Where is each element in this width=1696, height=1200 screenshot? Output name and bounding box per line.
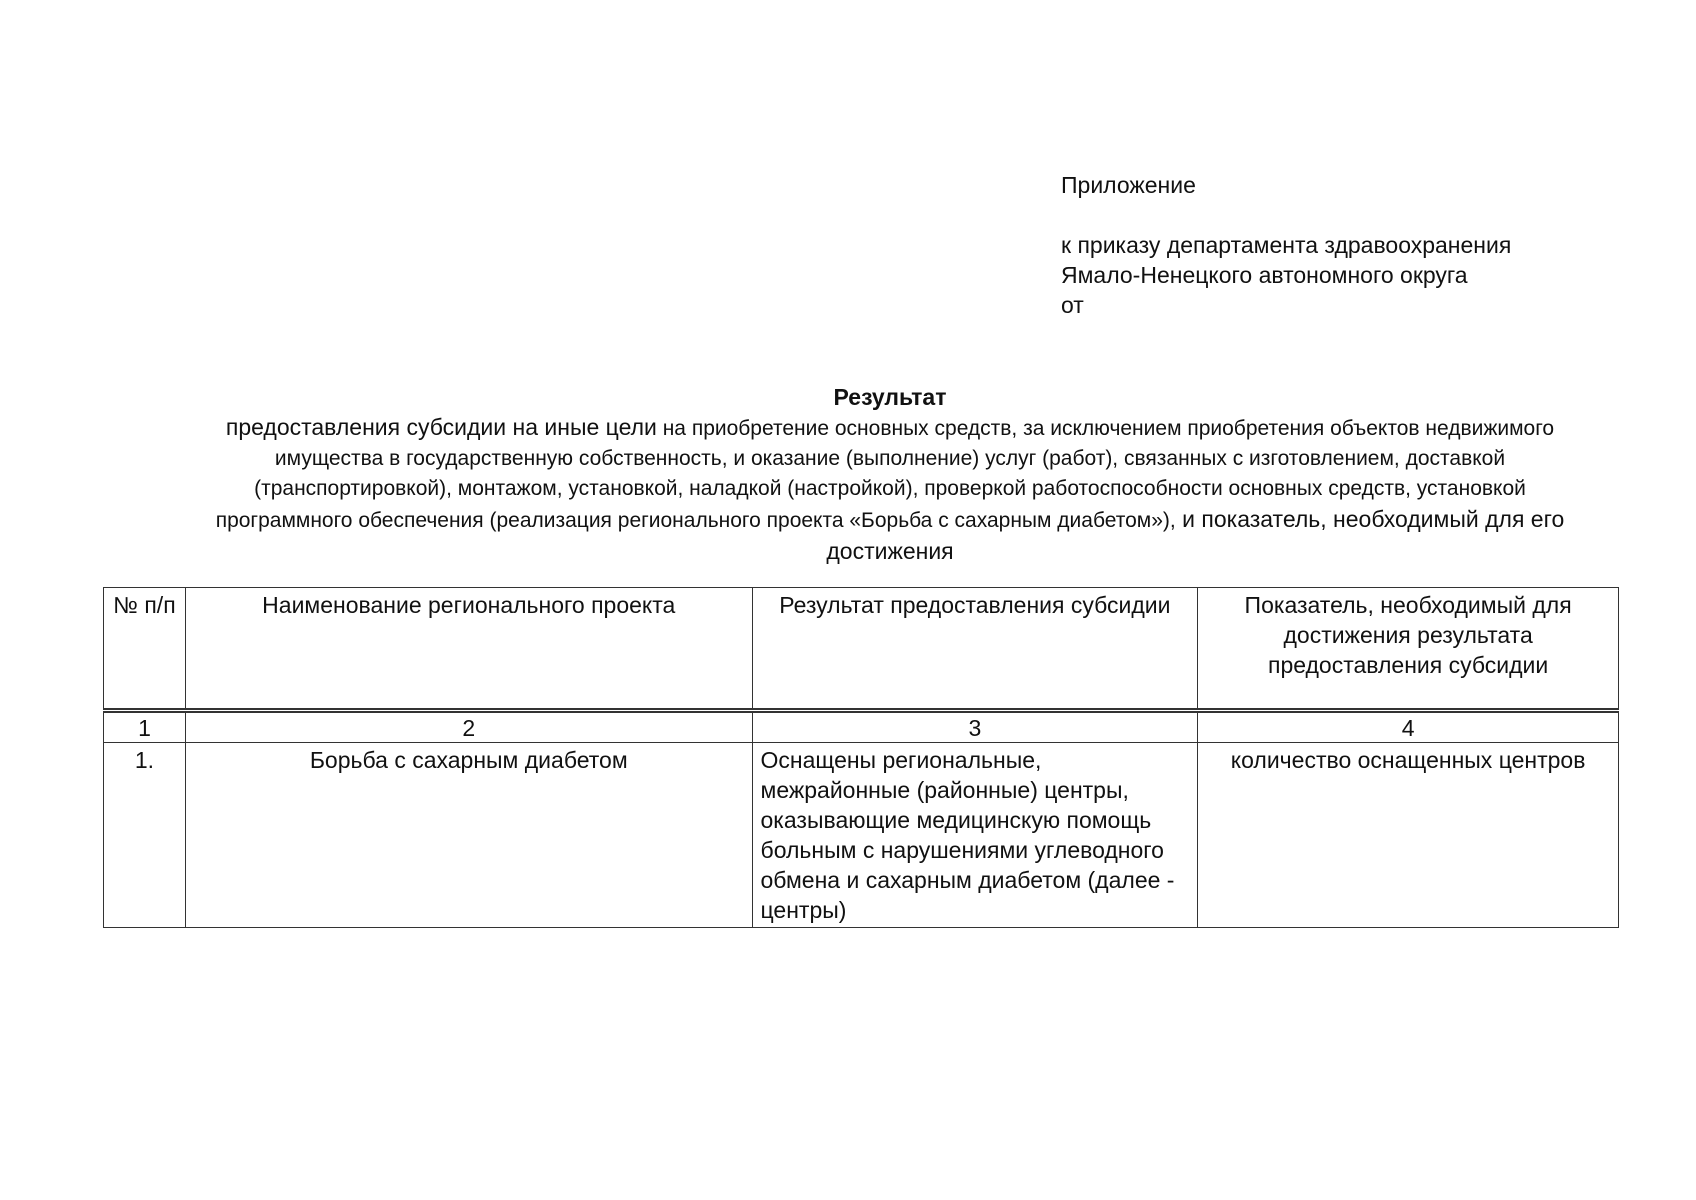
row-project: Борьба с сахарным диабетом [185, 743, 752, 928]
row-result: Оснащены региональные, межрайонные (районные) центры, оказывающие медицинскую помощь больным с нарушениями углеводного обмена и сахарным диабетом (далее - центры) [752, 743, 1198, 928]
header-indicator: Показатель, необходимый для достижения результата предоставления субсидии [1198, 588, 1619, 711]
column-number: 2 [185, 711, 752, 743]
row-number: 1. [104, 743, 186, 928]
subtitle-part-2: на приобретение основных средств, за исключением приобретения объектов недвижимого имущества в государственную собственность, и оказание (выполнение) услуг (работ), связанных с изготовлением, доставкой (транспортировкой), монтажом, установкой, наладкой (настройкой), проверкой работоспособности основных средств, установкой программного обеспечения (реализация регионального проекта «Борьба с сахарным диабетом»), [215, 417, 1555, 532]
column-number-row [104, 711, 1619, 743]
subtitle-part-1: предоставления субсидии на иные цели [225, 414, 657, 440]
column-number: 3 [752, 711, 1198, 743]
header-project: Наименование регионального проекта [185, 588, 752, 711]
document-subtitle [190, 412, 1590, 568]
appendix-line-3: от [1061, 292, 1084, 318]
document-title: Результат [833, 384, 947, 410]
document-heading [150, 382, 1630, 568]
appendix-line-2: Ямало-Ненецкого автономного округа [1061, 262, 1468, 288]
column-number: 1 [104, 711, 186, 743]
header-number: № п/п [104, 588, 186, 711]
row-indicator: количество оснащенных центров [1198, 743, 1619, 928]
appendix-block [1061, 170, 1511, 320]
table-row [104, 743, 1619, 928]
column-number: 4 [1198, 711, 1619, 743]
table-header-row [104, 588, 1619, 711]
subtitle-part-3: и показатель, необходимый для его достижения [826, 506, 1565, 564]
appendix-line-1: к приказу департамента здравоохранения [1061, 232, 1512, 258]
results-table [103, 587, 1619, 928]
header-result: Результат предоставления субсидии [752, 588, 1198, 711]
appendix-title: Приложение [1061, 172, 1196, 198]
